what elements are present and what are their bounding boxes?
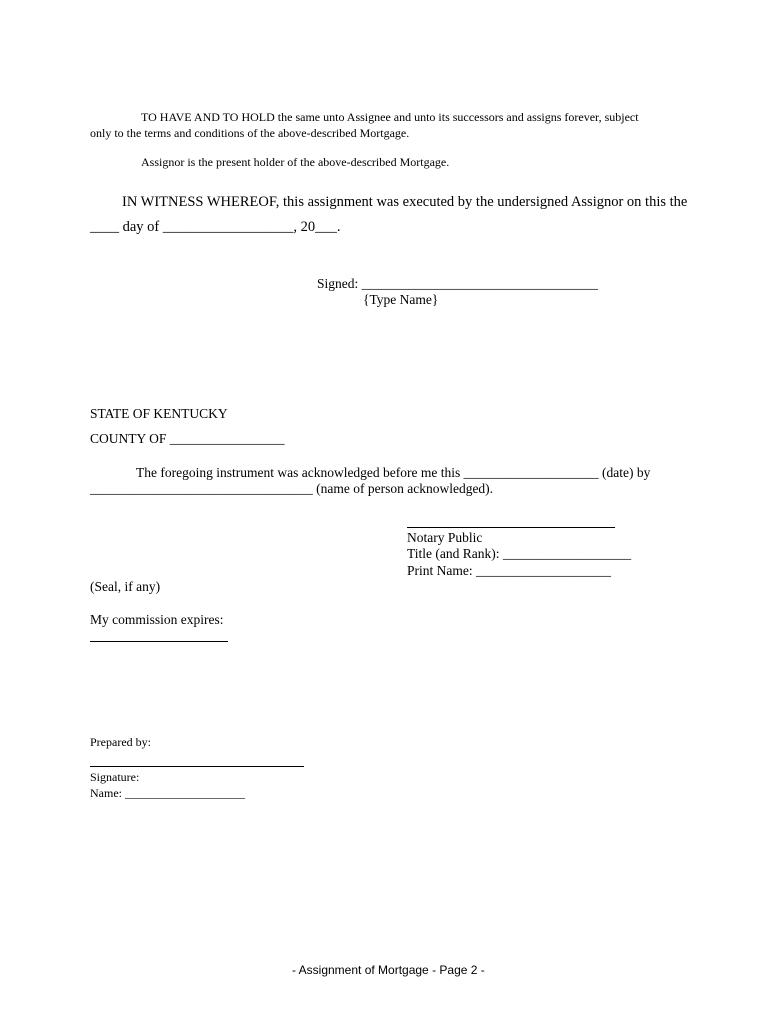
preparer-signature-line (90, 766, 304, 767)
notary-print-name-line: Print Name: ____________________ (407, 563, 611, 578)
commission-line (90, 641, 228, 642)
page-footer: - Assignment of Mortgage - Page 2 - (292, 963, 485, 977)
prepared-by-label: Prepared by: (90, 735, 151, 749)
preparer-signature-label: Signature: (90, 770, 140, 784)
signed-line: Signed: ___________________________________ (317, 276, 598, 291)
state-heading: STATE OF KENTUCKY (90, 406, 228, 421)
acknowledgment-line-2: _________________________________ (name of person acknowledged). (90, 481, 494, 496)
preparer-name-line: Name: ____________________ (90, 786, 245, 800)
holder-statement: Assignor is the present holder of the above-described Mortgage. (141, 155, 450, 169)
commission-label: My commission expires: (90, 612, 224, 627)
seal-label: (Seal, if any) (90, 579, 161, 594)
type-name: {Type Name} (363, 292, 439, 307)
notary-public-label: Notary Public (407, 530, 483, 545)
county-line: COUNTY OF _________________ (90, 431, 285, 446)
notary-signature-line (407, 527, 615, 528)
witness-line-2: ____ day of __________________, 20___. (90, 219, 341, 235)
acknowledgment-line-1: The foregoing instrument was acknowledged before me this ____________________ (date) by (136, 465, 651, 480)
witness-line-1: IN WITNESS WHEREOF, this assignment was executed by the undersigned Assignor on this the (122, 194, 688, 210)
notary-rank-line: Title (and Rank): ___________________ (407, 546, 632, 561)
habendum-line-2: only to the terms and conditions of the above-described Mortgage. (90, 126, 410, 140)
habendum-line-1: TO HAVE AND TO HOLD the same unto Assignee and unto its successors and assigns forever, subject (141, 110, 639, 124)
